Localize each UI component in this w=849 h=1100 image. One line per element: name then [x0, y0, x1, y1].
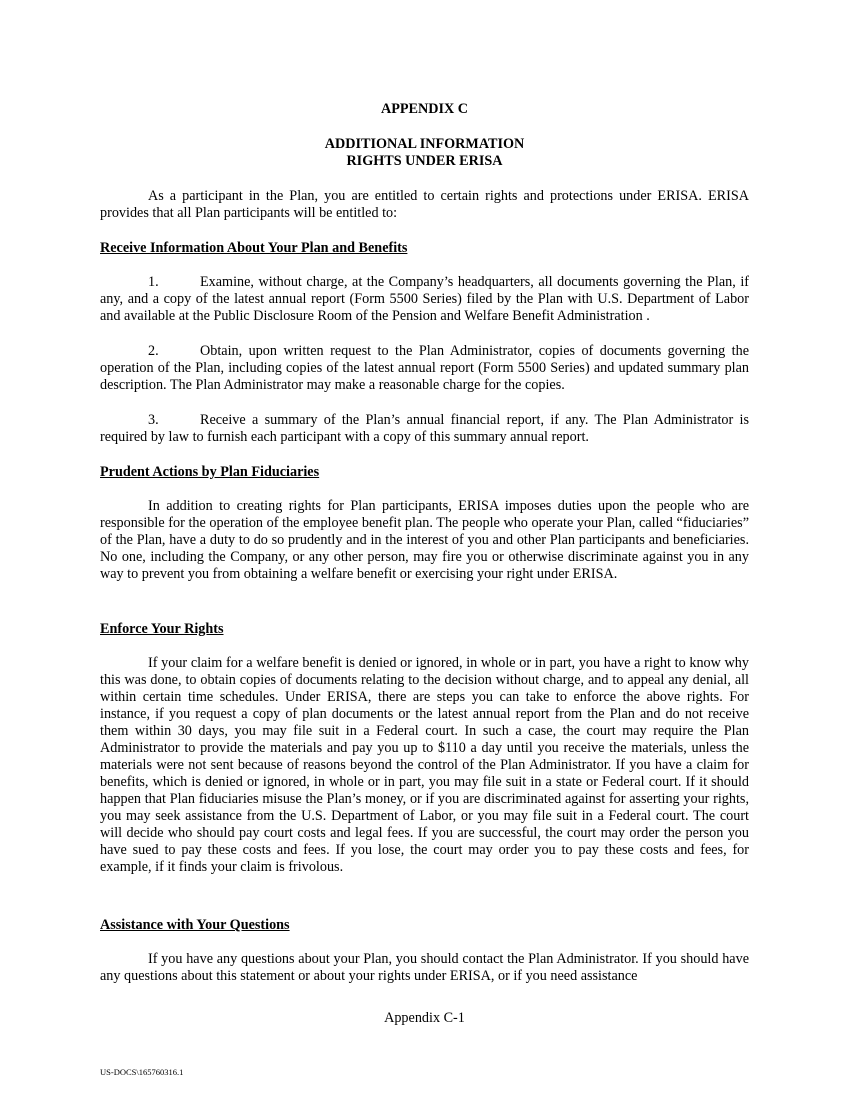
title-line-2: RIGHTS UNDER ERISA [346, 153, 503, 169]
appendix-title: APPENDIX C [380, 101, 469, 117]
list-item-2: 2. Obtain, upon written request to the Plan Administrator, copies of documents governing the operation of the Plan, including copies of the latest annual report (Form 5500 Series) and updated summary plan description. The Plan Administrator may make a reasonable charge for the copies. [100, 343, 749, 393]
section-heading-receive-info: Receive Information About Your Plan and Benefits [100, 240, 408, 256]
section-heading-assistance: Assistance with Your Questions [100, 917, 290, 933]
enforce-paragraph: If your claim for a welfare benefit is denied or ignored, in whole or in part, you have a right to know why this was done, to obtain copies of documents relating to the decision without charge, and to appeal any denial, all within certain time schedules. Under ERISA, there are steps you can take to enforce the above rights. For instance, if you request a copy of plan documents or the latest annual report from the Plan and do not receive them within 30 days, you may file suit in a Federal court. In such a case, the court may require the Plan Administrator to provide the materials and pay you up to $110 a day until you receive the materials, unless the materials were not sent because of reasons beyond the control of the Plan Administrator. If you have a claim for benefits, which is denied or ignored, in whole or in part, you may file suit in a state or Federal court. If it should happen that Plan fiduciaries misuse the Plan’s money, or if you are discriminated against for asserting your rights, you may seek assistance from the U.S. Department of Labor, or you may file suit in a Federal court. The court will decide who should pay court costs and legal fees. If you are successful, the court may order the person you have sued to pay these costs and fees. If you lose, the court may order you to pay these costs and fees, for example, if it finds your claim is frivolous. [100, 655, 749, 875]
list-number-3: 3. [148, 412, 159, 428]
list-item-3: 3. Receive a summary of the Plan’s annual financial report, if any. The Plan Administrator is required by law to furnish each participant with a copy of this summary annual report. [100, 412, 749, 445]
prudent-paragraph: In addition to creating rights for Plan participants, ERISA imposes duties upon the people who are responsible for the operation of the employee benefit plan. The people who operate your Plan, called “fiduciaries” of the Plan, have a duty to do so prudently and in the interest of you and other Plan participants and beneficiaries. No one, including the Company, or any other person, may fire you or otherwise discriminate against you in any way to prevent you from obtaining a welfare benefit or exercising your right under ERISA. [100, 498, 749, 582]
assistance-paragraph: If you have any questions about your Plan, you should contact the Plan Administrator. If you should have any questions about this statement or about your rights under ERISA, or if you need assistance [100, 951, 749, 984]
list-item-1: 1. Examine, without charge, at the Company’s headquarters, all documents governing the Plan, if any, and a copy of the latest annual report (Form 5500 Series) filed by the Plan with U.S. Department of Labor and available at the Public Disclosure Room of the Pension and Welfare Benefit Administration . [100, 274, 749, 324]
list-number-1: 1. [148, 274, 159, 290]
title-line-1: ADDITIONAL INFORMATION [324, 136, 525, 152]
section-heading-prudent: Prudent Actions by Plan Fiduciaries [100, 464, 320, 480]
section-heading-enforce: Enforce Your Rights [100, 621, 224, 637]
document-id: US-DOCS\165760316.1 [100, 1067, 184, 1077]
page-number: Appendix C-1 [384, 1010, 465, 1026]
list-number-2: 2. [148, 343, 159, 359]
intro-paragraph: As a participant in the Plan, you are entitled to certain rights and protections under ERISA. ERISA provides that all Plan participants will be entitled to: [100, 188, 749, 221]
